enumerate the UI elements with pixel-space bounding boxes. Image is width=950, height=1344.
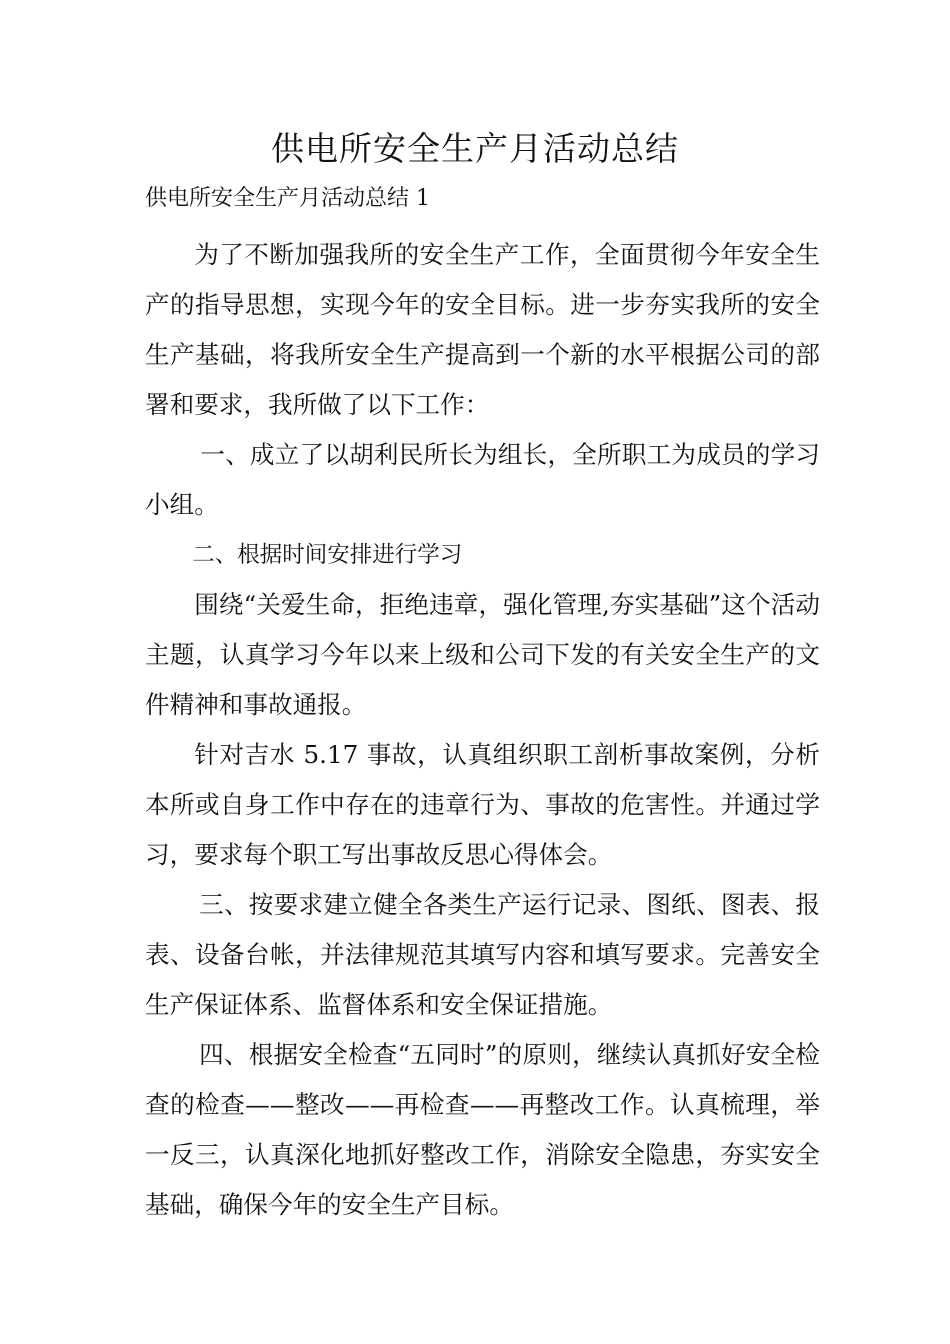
paragraph-section-3: 三、按要求建立健全各类生产运行记录、图纸、图表、报表、设备台帐，并法律规范其填写内容和填写要求。完善安全生产保证体系、监督体系和安全保证措施。 xyxy=(145,890,820,1019)
document-subtitle: 供电所安全生产月活动总结 1 xyxy=(145,186,430,211)
document-title: 供电所安全生产月活动总结 xyxy=(271,129,679,168)
paragraph-accident-analysis: 针对吉水 5.17 事故，认真组织职工剖析事故案例，分析本所或自身工作中存在的违章行为、事故的危害性。并通过学习，要求每个职工写出事故反思心得体会。 xyxy=(145,740,820,869)
paragraph-section-4: 四、根据安全检查“五同时”的原则，继续认真抓好安全检查的检查——整改——再检查——再整改工作。认真梳理，举一反三，认真深化地抓好整改工作，消除安全隐患，夯实安全基础，确保今年的安全生产目标。 xyxy=(145,1040,820,1219)
paragraph-intro: 为了不断加强我所的安全生产工作，全面贯彻今年安全生产的指导思想，实现今年的安全目标。进一步夯实我所的安全生产基础，将我所安全生产提高到一个新的水平根据公司的部署和要求，我所做了以下工作： xyxy=(145,240,820,419)
paragraph-section-2-heading: 二、根据时间安排进行学习 xyxy=(192,542,463,568)
paragraph-section-1: 一、成立了以胡利民所长为组长，全所职工为成员的学习小组。 xyxy=(145,440,820,519)
document-body xyxy=(145,230,820,1230)
paragraph-theme-study: 围绕“关爱生命，拒绝违章，强化管理,夯实基础”这个活动主题，认真学习今年以来上级和公司下发的有关安全生产的文件精神和事故通报。 xyxy=(145,590,820,719)
